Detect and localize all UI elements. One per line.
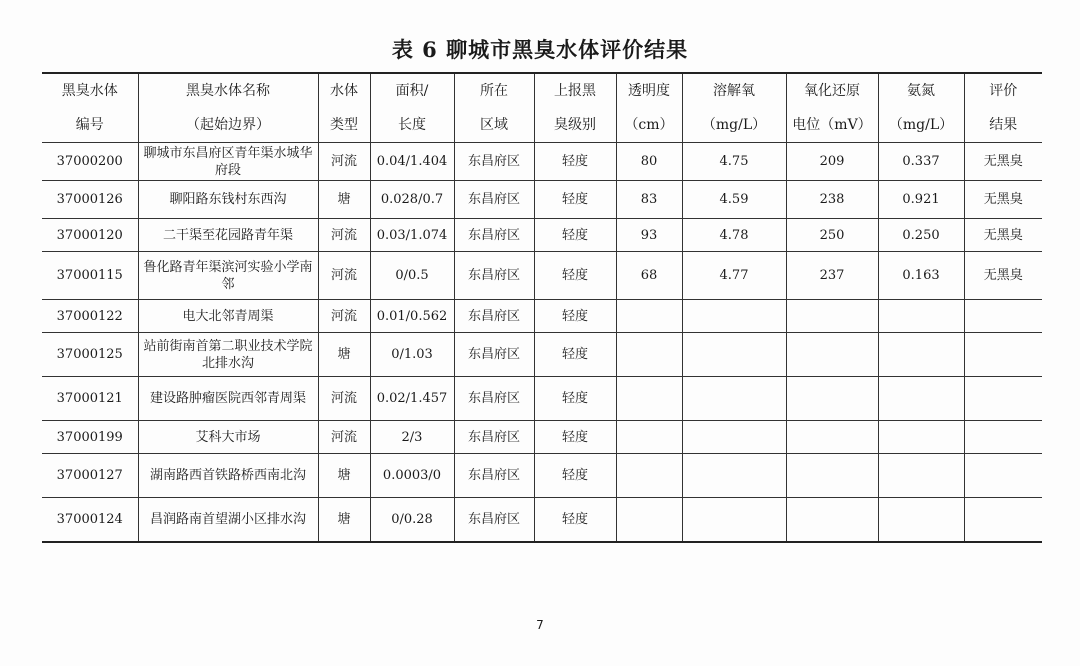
table-cell: 37000124 bbox=[42, 498, 138, 542]
table-cell: 昌润路南首望湖小区排水沟 bbox=[138, 498, 318, 542]
table-cell bbox=[786, 454, 878, 498]
table-cell: 东昌府区 bbox=[454, 454, 534, 498]
column-header-line: 编号 bbox=[75, 117, 104, 133]
column-header-line: 黑臭水体 bbox=[61, 83, 118, 99]
table-row bbox=[42, 143, 1042, 181]
column-header-line: 臭级别 bbox=[554, 117, 596, 133]
table-cell bbox=[682, 300, 786, 333]
table-cell: 建设路肿瘤医院西邻青周渠 bbox=[138, 377, 318, 421]
column-header-line: （mg/L） bbox=[888, 117, 954, 133]
table-cell: 电大北邻青周渠 bbox=[138, 300, 318, 333]
table-cell bbox=[878, 498, 964, 542]
column-header-line: 上报黑 bbox=[554, 83, 596, 99]
table-cell bbox=[964, 377, 1042, 421]
column-header-line: （mg/L） bbox=[701, 117, 767, 133]
table-cell bbox=[786, 300, 878, 333]
table-cell bbox=[878, 421, 964, 454]
column-header-line: 氨氮 bbox=[907, 83, 935, 99]
column-header bbox=[616, 73, 682, 143]
table-cell bbox=[682, 498, 786, 542]
table-cell bbox=[682, 454, 786, 498]
table-cell: 河流 bbox=[318, 377, 370, 421]
table-cell: 4.75 bbox=[682, 143, 786, 181]
column-header-line: 黑臭水体名称 bbox=[186, 83, 270, 99]
table-cell: 塘 bbox=[318, 181, 370, 219]
table-cell bbox=[964, 333, 1042, 377]
table-cell: 0.01/0.562 bbox=[370, 300, 454, 333]
table-cell: 0.03/1.074 bbox=[370, 219, 454, 252]
table-cell: 0.04/1.404 bbox=[370, 143, 454, 181]
table-cell: 轻度 bbox=[534, 333, 616, 377]
table-cell bbox=[964, 421, 1042, 454]
table-cell: 聊城市东昌府区青年渠水城华府段 bbox=[138, 143, 318, 181]
table-cell: 东昌府区 bbox=[454, 252, 534, 300]
table-cell: 209 bbox=[786, 143, 878, 181]
table-cell bbox=[682, 377, 786, 421]
table-cell: 238 bbox=[786, 181, 878, 219]
table-cell bbox=[964, 454, 1042, 498]
table-cell: 二干渠至花园路青年渠 bbox=[138, 219, 318, 252]
table-cell: 轻度 bbox=[534, 377, 616, 421]
table-cell: 37000122 bbox=[42, 300, 138, 333]
table-cell: 轻度 bbox=[534, 300, 616, 333]
table-cell: 0.250 bbox=[878, 219, 964, 252]
table-cell: 37000127 bbox=[42, 454, 138, 498]
table-body bbox=[42, 143, 1042, 542]
table-cell: 0.163 bbox=[878, 252, 964, 300]
column-header-line: 类型 bbox=[330, 117, 358, 133]
table-cell bbox=[616, 498, 682, 542]
table-cell bbox=[616, 333, 682, 377]
table-cell: 0.0003/0 bbox=[370, 454, 454, 498]
table-cell: 聊阳路东钱村东西沟 bbox=[138, 181, 318, 219]
table-cell: 河流 bbox=[318, 300, 370, 333]
table-cell: 东昌府区 bbox=[454, 143, 534, 181]
table-cell: 93 bbox=[616, 219, 682, 252]
table-cell: 东昌府区 bbox=[454, 219, 534, 252]
table-cell: 37000125 bbox=[42, 333, 138, 377]
table-cell: 4.59 bbox=[682, 181, 786, 219]
table-cell: 湖南路西首铁路桥西南北沟 bbox=[138, 454, 318, 498]
table-cell bbox=[786, 498, 878, 542]
column-header-line: 面积/ bbox=[395, 83, 429, 99]
column-header bbox=[318, 73, 370, 143]
table-cell bbox=[616, 454, 682, 498]
table-cell: 0.028/0.7 bbox=[370, 181, 454, 219]
column-header bbox=[878, 73, 964, 143]
column-header-line: （cm） bbox=[624, 117, 674, 133]
table-cell: 37000121 bbox=[42, 377, 138, 421]
column-header-line: （起始边界） bbox=[186, 117, 270, 133]
column-header bbox=[370, 73, 454, 143]
table-cell: 轻度 bbox=[534, 252, 616, 300]
table-cell: 2/3 bbox=[370, 421, 454, 454]
table-cell: 塘 bbox=[318, 333, 370, 377]
table-header-row bbox=[42, 73, 1042, 143]
table-cell: 37000115 bbox=[42, 252, 138, 300]
table-cell bbox=[878, 377, 964, 421]
table-cell bbox=[682, 421, 786, 454]
table-cell: 河流 bbox=[318, 143, 370, 181]
table-cell: 37000199 bbox=[42, 421, 138, 454]
table-cell: 站前街南首第二职业技术学院北排水沟 bbox=[138, 333, 318, 377]
table-cell bbox=[786, 377, 878, 421]
table-cell: 艾科大市场 bbox=[138, 421, 318, 454]
table-cell: 鲁化路青年渠滨河实验小学南邻 bbox=[138, 252, 318, 300]
table-cell bbox=[786, 333, 878, 377]
table-cell: 轻度 bbox=[534, 498, 616, 542]
table-row bbox=[42, 300, 1042, 333]
table-cell: 河流 bbox=[318, 421, 370, 454]
table-cell bbox=[878, 454, 964, 498]
table-cell: 河流 bbox=[318, 219, 370, 252]
table-cell: 250 bbox=[786, 219, 878, 252]
evaluation-table bbox=[42, 72, 1042, 543]
column-header-line: 评价 bbox=[989, 83, 1018, 99]
column-header-line: 结果 bbox=[989, 117, 1018, 133]
table-cell: 东昌府区 bbox=[454, 300, 534, 333]
table-cell: 轻度 bbox=[534, 421, 616, 454]
column-header-line: 长度 bbox=[398, 117, 426, 133]
table-cell bbox=[964, 498, 1042, 542]
column-header-line: 水体 bbox=[330, 83, 358, 99]
column-header bbox=[964, 73, 1042, 143]
table-row bbox=[42, 252, 1042, 300]
table-cell: 轻度 bbox=[534, 454, 616, 498]
column-header bbox=[138, 73, 318, 143]
column-header-line: 所在 bbox=[480, 83, 508, 99]
table-cell bbox=[682, 333, 786, 377]
table-cell: 37000120 bbox=[42, 219, 138, 252]
table-cell: 东昌府区 bbox=[454, 333, 534, 377]
table-cell: 东昌府区 bbox=[454, 498, 534, 542]
table-cell: 轻度 bbox=[534, 219, 616, 252]
column-header bbox=[42, 73, 138, 143]
table-cell: 4.78 bbox=[682, 219, 786, 252]
table-cell bbox=[786, 421, 878, 454]
table-cell: 0.921 bbox=[878, 181, 964, 219]
table-row bbox=[42, 498, 1042, 542]
table-cell: 塘 bbox=[318, 454, 370, 498]
table-cell: 237 bbox=[786, 252, 878, 300]
table-cell: 0/0.5 bbox=[370, 252, 454, 300]
table-cell bbox=[616, 421, 682, 454]
column-header-line: 电位（mV） bbox=[792, 117, 872, 133]
table-cell: 83 bbox=[616, 181, 682, 219]
table-cell bbox=[964, 300, 1042, 333]
table-cell: 河流 bbox=[318, 252, 370, 300]
column-header bbox=[786, 73, 878, 143]
table-cell: 4.77 bbox=[682, 252, 786, 300]
table-cell: 东昌府区 bbox=[454, 181, 534, 219]
table-cell: 塘 bbox=[318, 498, 370, 542]
table-cell: 东昌府区 bbox=[454, 421, 534, 454]
page-number: 7 bbox=[536, 618, 544, 632]
table-row bbox=[42, 333, 1042, 377]
table-row bbox=[42, 454, 1042, 498]
column-header-line: 透明度 bbox=[628, 83, 670, 99]
table-cell: 80 bbox=[616, 143, 682, 181]
table-cell: 无黑臭 bbox=[964, 143, 1042, 181]
table-cell: 0.337 bbox=[878, 143, 964, 181]
table-cell: 轻度 bbox=[534, 181, 616, 219]
table-cell: 37000200 bbox=[42, 143, 138, 181]
column-header-line: 区域 bbox=[480, 117, 508, 133]
table-cell: 轻度 bbox=[534, 143, 616, 181]
table-cell bbox=[616, 377, 682, 421]
table-row bbox=[42, 181, 1042, 219]
table-cell: 68 bbox=[616, 252, 682, 300]
table-cell bbox=[878, 300, 964, 333]
column-header-line: 氧化还原 bbox=[804, 83, 860, 99]
table-cell: 37000126 bbox=[42, 181, 138, 219]
column-header bbox=[534, 73, 616, 143]
table-cell: 东昌府区 bbox=[454, 377, 534, 421]
table-row bbox=[42, 421, 1042, 454]
table-cell: 无黑臭 bbox=[964, 219, 1042, 252]
table-cell: 无黑臭 bbox=[964, 252, 1042, 300]
column-header-line: 溶解氧 bbox=[713, 83, 755, 99]
table-cell: 0/1.03 bbox=[370, 333, 454, 377]
table-cell: 0.02/1.457 bbox=[370, 377, 454, 421]
column-header bbox=[454, 73, 534, 143]
table-row bbox=[42, 219, 1042, 252]
table-row bbox=[42, 377, 1042, 421]
column-header bbox=[682, 73, 786, 143]
table-cell bbox=[878, 333, 964, 377]
table-cell: 0/0.28 bbox=[370, 498, 454, 542]
table-cell: 无黑臭 bbox=[964, 181, 1042, 219]
table-cell bbox=[616, 300, 682, 333]
page-title: 表 6 聊城市黑臭水体评价结果 bbox=[391, 37, 689, 62]
